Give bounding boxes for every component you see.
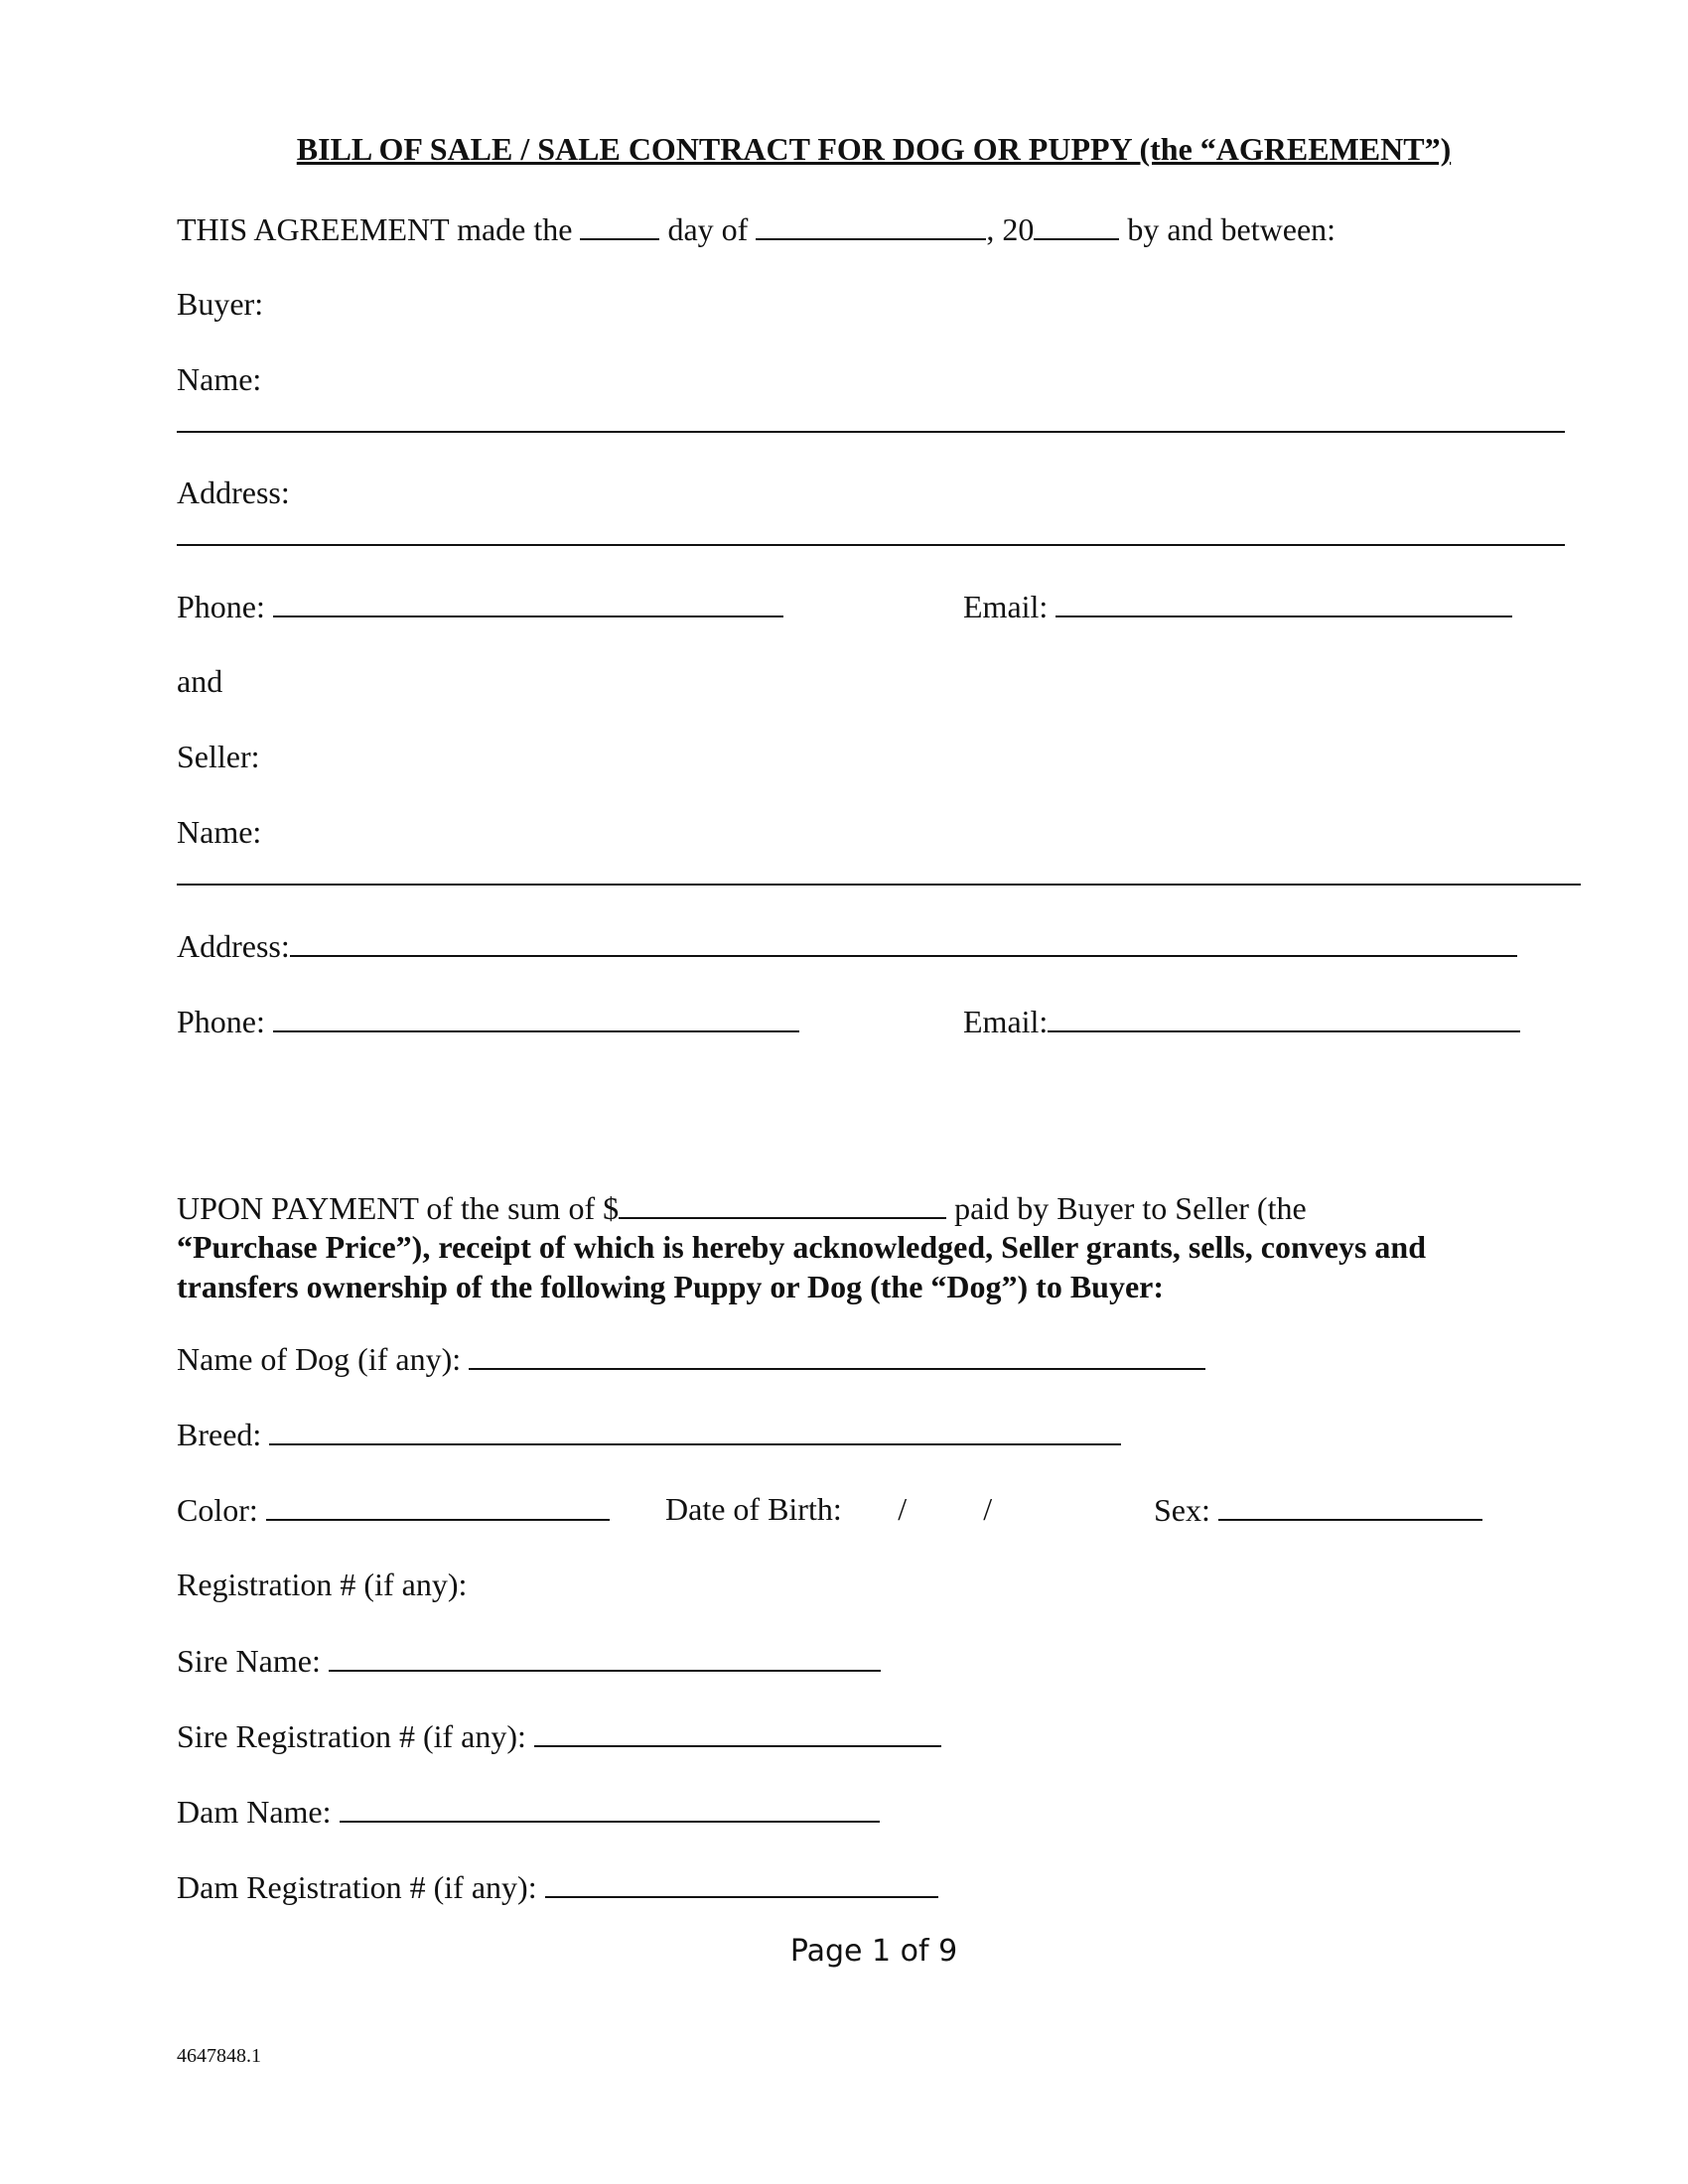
dog-name-label: Name of Dog (if any): bbox=[177, 1341, 462, 1377]
intro-suffix: by and between: bbox=[1127, 211, 1336, 247]
sire-name-line bbox=[177, 1640, 881, 1681]
buyer-address-field[interactable] bbox=[177, 544, 1565, 546]
seller-phone-field[interactable] bbox=[273, 1001, 799, 1032]
dam-name-line bbox=[177, 1791, 880, 1832]
document-title: BILL OF SALE / SALE CONTRACT FOR DOG OR PUPPY (the “AGREEMENT”) bbox=[296, 131, 1452, 167]
breed-line bbox=[177, 1414, 1121, 1454]
intro-prefix: THIS AGREEMENT made the bbox=[177, 211, 573, 247]
sex-label: Sex: bbox=[1154, 1492, 1210, 1528]
sex-line bbox=[1154, 1489, 1482, 1530]
buyer-phone-field[interactable] bbox=[273, 586, 783, 617]
seller-email-label: Email: bbox=[963, 1004, 1049, 1039]
seller-phone-label: Phone: bbox=[177, 1004, 265, 1039]
dam-name-label: Dam Name: bbox=[177, 1794, 332, 1830]
dam-name-field[interactable] bbox=[340, 1791, 880, 1823]
seller-email-line bbox=[963, 1001, 1520, 1041]
seller-address-line bbox=[177, 925, 1517, 966]
payment-bold-text: “Purchase Price”), receipt of which is hereby acknowledged, Seller grants, sells, conveys and transfers ownership of the following Puppy or Dog (the “Dog”) to Buyer: bbox=[177, 1229, 1426, 1304]
color-field[interactable] bbox=[266, 1489, 610, 1521]
intro-day-label: day of bbox=[667, 211, 749, 247]
dob-line bbox=[665, 1489, 1031, 1529]
seller-address-field[interactable] bbox=[290, 925, 1517, 957]
dam-registration-field[interactable] bbox=[545, 1866, 938, 1898]
document-id: 4647848.1 bbox=[177, 2045, 261, 2067]
sex-field[interactable] bbox=[1218, 1489, 1482, 1521]
payment-line bbox=[177, 1187, 1307, 1228]
color-label: Color: bbox=[177, 1492, 258, 1528]
buyer-heading: Buyer: bbox=[177, 286, 264, 322]
registration-label: Registration # (if any): bbox=[177, 1567, 468, 1602]
and-text: and bbox=[177, 663, 223, 699]
buyer-email-line bbox=[963, 586, 1512, 626]
dob-separator-1: / bbox=[898, 1491, 908, 1527]
purchase-price-field[interactable] bbox=[619, 1187, 946, 1219]
buyer-email-field[interactable] bbox=[1055, 586, 1512, 617]
buyer-address-label: Address: bbox=[177, 475, 290, 510]
breed-field[interactable] bbox=[269, 1414, 1121, 1445]
seller-email-field[interactable] bbox=[1048, 1001, 1520, 1032]
buyer-name-label: Name: bbox=[177, 361, 262, 397]
payment-prefix: UPON PAYMENT of the sum of $ bbox=[177, 1190, 620, 1226]
sire-registration-line bbox=[177, 1715, 941, 1756]
breed-label: Breed: bbox=[177, 1417, 262, 1452]
dob-label: Date of Birth: bbox=[665, 1491, 842, 1527]
sire-registration-field[interactable] bbox=[534, 1715, 941, 1747]
seller-address-label: Address: bbox=[177, 928, 290, 964]
seller-phone-line bbox=[177, 1001, 799, 1041]
seller-heading: Seller: bbox=[177, 739, 260, 774]
color-line bbox=[177, 1489, 610, 1530]
sire-registration-label: Sire Registration # (if any): bbox=[177, 1718, 526, 1754]
buyer-email-label: Email: bbox=[963, 589, 1049, 624]
buyer-phone-label: Phone: bbox=[177, 589, 265, 624]
intro-line bbox=[177, 208, 1336, 249]
sire-name-field[interactable] bbox=[329, 1640, 881, 1672]
year-field[interactable] bbox=[1034, 208, 1119, 240]
buyer-name-field[interactable] bbox=[177, 431, 1565, 433]
dam-registration-line bbox=[177, 1866, 938, 1907]
dog-name-field[interactable] bbox=[469, 1338, 1205, 1370]
dob-separator-2: / bbox=[983, 1491, 993, 1527]
intro-year-label: , 20 bbox=[986, 211, 1035, 247]
seller-name-field[interactable] bbox=[177, 884, 1581, 886]
dog-name-line bbox=[177, 1338, 1205, 1379]
seller-name-label: Name: bbox=[177, 814, 262, 850]
month-field[interactable] bbox=[756, 208, 986, 240]
dam-registration-label: Dam Registration # (if any): bbox=[177, 1869, 537, 1905]
buyer-phone-line bbox=[177, 586, 783, 626]
page-number: Page 1 of 9 bbox=[789, 1934, 958, 1969]
payment-suffix: paid by Buyer to Seller (the bbox=[954, 1190, 1307, 1226]
sire-name-label: Sire Name: bbox=[177, 1643, 321, 1679]
day-field[interactable] bbox=[580, 208, 659, 240]
